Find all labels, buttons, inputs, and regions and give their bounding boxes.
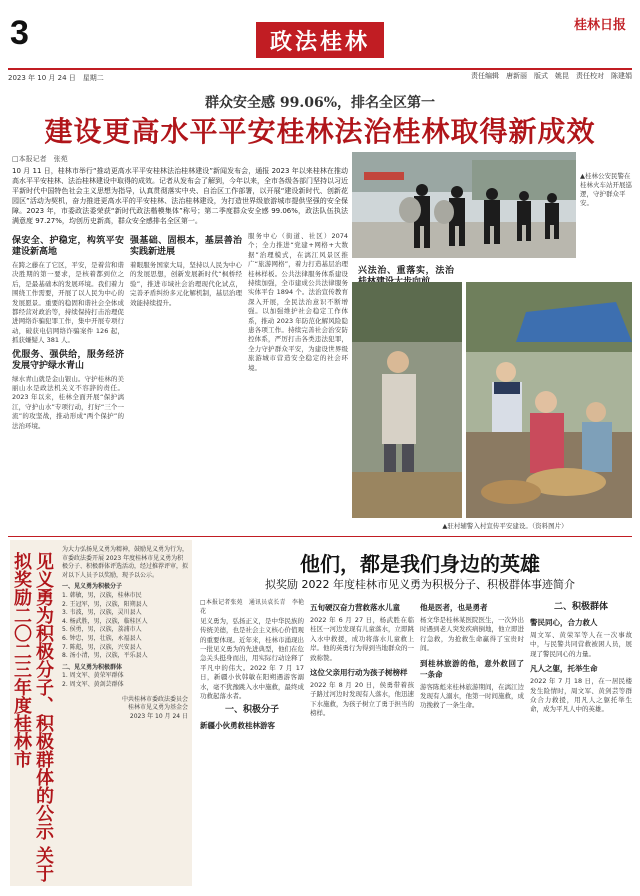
notice-entry: 5. 侯勇，男，汉族，荔浦市人 [62, 626, 142, 634]
village-woman-photo [352, 282, 462, 518]
article-byline: □本报记者 张苑 [12, 155, 68, 163]
masthead [0, 0, 640, 68]
article-kicker: 群众安全感 99.06%，排名全区第一 [204, 95, 435, 111]
feature-subheading: 五旬硬汉奋力营救落水儿童 [310, 603, 400, 612]
notice-group-heading: 二、见义勇为积极群体 [62, 663, 123, 671]
newspaper-logo: 桂林日报 [573, 18, 626, 33]
article-column-1 [12, 232, 124, 532]
notice-entry: 7. 陈彪，男，汉族，兴安县人 [62, 643, 142, 651]
photo-caption: ▲桂林公安民警在桂林火车站开展巡逻，守护群众平安。 [580, 172, 632, 207]
notice-title: 见义勇为积极分子、积极群体的公示 关于拟奖励二〇二三年度桂林市 [11, 552, 54, 883]
feature-column-1 [200, 598, 304, 888]
feature-heading: 一、积极分子 [224, 705, 279, 716]
feature-subheading: 新疆小伙勇救桂林游客 [200, 721, 275, 731]
feature-body: 2022 年 7 月 18 日，在一居民楼发生险情时，周文军、黄剑芸等群众合力救援，用凡人之躯托举生命，成为平凡人中的英雄。 [530, 677, 632, 714]
section-body: 着眼服务国家大局，坚持以人民为中心的发展思想，创新发展新时代“枫桥经验”，推进市域社会治理现代化试点，完善矛盾纠纷多元化解机制，基层治理效能持续提升。 [130, 261, 242, 307]
notice-entry: 6. 钟忠，男，壮族，永福县人 [62, 634, 142, 642]
article-lead: 10 月 11 日，桂林市举行“推动更高水平平安桂林法治桂林建设”新闻发布会，通报 2023 年以来桂林在推动高水平平安桂林、法治桂林建设中取得的成效。记者从发布会了解到，今年以来，全市各级各部门坚持以习近平新时代中国特色社会主义思想为指导，认真贯彻落实中央、自治区工作部署，以开展“建设新时代、创新花园区”活动为契机，奋力推进更高水平的平安桂林、法治桂林建设，为打造世界级旅游城市提供坚强的安全保障。2023 年，市委政法委荣获“新时代政法楷模集体”称号；第二季度群众安全感 99.06%，政法队伍执法满意度 97.27%，均创历史新高，群众安全感排名全区第一。 [12, 167, 348, 225]
feature-column-4 [530, 598, 632, 888]
section-heading: 强基础、固根本，基层善治实践新进展 [130, 236, 242, 257]
feature-body: 杨文华是桂林某医院医生，一次外出时遇到老人突发疾病倒地，他立即进行急救，为抢救生命赢得了宝贵时间。 [420, 616, 524, 653]
feature-subheading: 警民同心，合力救人 [530, 618, 598, 627]
section-body: 服务中心（街道、社区）2074 个；全力推进“党建+网格+大数据”治理模式，在漓江风景区推广“旅游网格”，着力打造基层治理桂林样板。公共法律服务体系建设持续加强，全市建成公共法律服务实体平台 1894 个。法治宣传教育深入开展，全民法治意识不断增强。以加强维护社会稳定工作体系，推动 2023 年防范化解风险隐患各项工作。持续完善社会治安防控体系，严厉打击各类违法犯罪，全力守护群众平安，为建设世界级旅游城市营造安全稳定的社会环境。 [248, 232, 348, 372]
feature-subheading: 凡人之躯，托举生命 [530, 664, 598, 674]
notice-group-heading: 一、见义勇为积极分子 [62, 583, 123, 591]
section-body: 在跨之藤在了它区，平安，是着营和谐决胜期的第一要求，是核着都到位之后，是最基础本的发展环境。我们着力围绕工作需要，开展了以人民为中心的发展愿景。重要的稳固和谐社会全体成都经营对政治等，持续保持打击治理促进网络诈骗犯罪工作，集中开展专项行动，破获电信网络诈骗案件 126 起，抓获嫌疑人 381 人。 [12, 261, 124, 345]
feature-subheading: 这位父亲用行动为孩子树榜样 [310, 668, 408, 678]
feature-body: 游客陈彪来桂林旅游期间，在漓江边发现有人溺水，他第一时间施救，成功挽救了一条生命。 [420, 682, 524, 710]
notice-entry: 1. 韩敏，男，汉族，桂林市民 [62, 591, 142, 599]
notice-entry: 1. 周文军、黄荣军群体 [62, 672, 124, 680]
photo-caption: ▲驻村辅警入村宣传平安建设。（资料图片） [442, 522, 568, 530]
feature-heading: 二、积极群体 [553, 602, 608, 612]
police-patrol-photo [352, 152, 576, 258]
section-divider [8, 536, 632, 537]
feature-subheading: 他是医者，也是勇者 [420, 603, 488, 612]
feature-byline: □本报记者张苑 通讯员袁长青 李艳花 [200, 599, 304, 616]
section-body: 绿水青山就是金山银山。守护桂林的美丽山水是政法机关义不容辞的责任。2023 年以来，桂林全面开展“保护漓江，守护山水”专项行动，打好“三个一流”的攻坚战，推动形成“两个保护”的法治环境。 [12, 374, 124, 430]
page-number: 3 [10, 14, 29, 52]
feature-subtitle: 拟奖励 2022 年度桂林市见义勇为积极分子、积极群体事迹简介 [265, 578, 575, 591]
feature-body: 见义勇为，弘扬正义，是中华民族的传统美德，也是社会主义核心价值观的重要体现。近年来，桂林市涌现出一批见义勇为的先进典型，他们在危急关头挺身而出，用实际行动诠释了平凡中的伟大。2022 年 7 月 17 日，新疆小伙韩敏在阳朔遇游客溺水，毫不犹豫跳入水中施救，最终成功救起落水者。 [200, 616, 304, 701]
feature-headline: 他们，都是我们身边的英雄 [300, 552, 540, 576]
article-column-2 [130, 232, 242, 532]
editors-line: 责任编辑 唐新丽 版式 姚昆 责任校对 陈建娟 [471, 72, 632, 80]
notice-entry: 3. 韦波，男，汉族，灵川县人 [62, 609, 142, 617]
section-heading: 优服务、强供给，服务经济发展守护绿水青山 [12, 349, 124, 371]
feature-body: 周文军、黄荣军等人在一次事故中，与民警共同营救被困人员，展现了警民同心的力量。 [530, 631, 632, 658]
village-outreach-photo [466, 282, 632, 518]
feature-body: 2022 年 8 月 20 日，侯勇带着孩子路过河边时发现有人落水，他迅速下水施救，为孩子树立了勇于担当的榜样。 [310, 681, 414, 718]
feature-column-2 [310, 598, 414, 888]
notice-footer: 中共桂林市委政法委员会 桂林市见义勇为基金会 2023 年 10 月 24 日 [121, 695, 188, 720]
section-heading: 保安全、护稳定，构筑平安建设新高地 [12, 236, 124, 257]
feature-subheading: 到桂林旅游的他，意外救回了一条命 [420, 658, 524, 679]
notice-entry: 2. 周文军、黄剑芸群体 [62, 680, 124, 688]
date-line: 2023 年 10 月 24 日 星期二 [8, 68, 632, 82]
article-headline: 建设更高水平平安桂林法治桂林取得新成效 [44, 115, 596, 148]
notice-body [62, 546, 188, 721]
feature-body: 2022 年 6 月 27 日，杨武胜在临桂区一河边发现有儿童落水，立即跳入水中救援，成功将落水儿童救上岸。他的英勇行为得到当地群众的一致称赞。 [310, 616, 414, 662]
section-title: 政法桂林 [256, 22, 384, 58]
notice-intro: 为大力弘扬见义勇为精神，鼓励见义勇为行为，市委政法委开展 2023 年度桂林市见义勇为积极分子、积极群体评选活动，经过推荐评审，拟对以下人员予以奖励，现予以公示。 [62, 546, 189, 579]
feature-column-3 [420, 598, 524, 888]
article-column-3 [248, 232, 348, 532]
notice-entry: 8. 汤小清，男，汉族，平乐县人 [62, 652, 148, 660]
notice-entry: 2. 王冠军，男，汉族，阳朔县人 [62, 600, 148, 608]
section-heading: 兴法治、重落实，法治 [358, 266, 454, 276]
notice-entry: 4. 杨武胜，男，汉族，临桂区人 [62, 617, 148, 625]
